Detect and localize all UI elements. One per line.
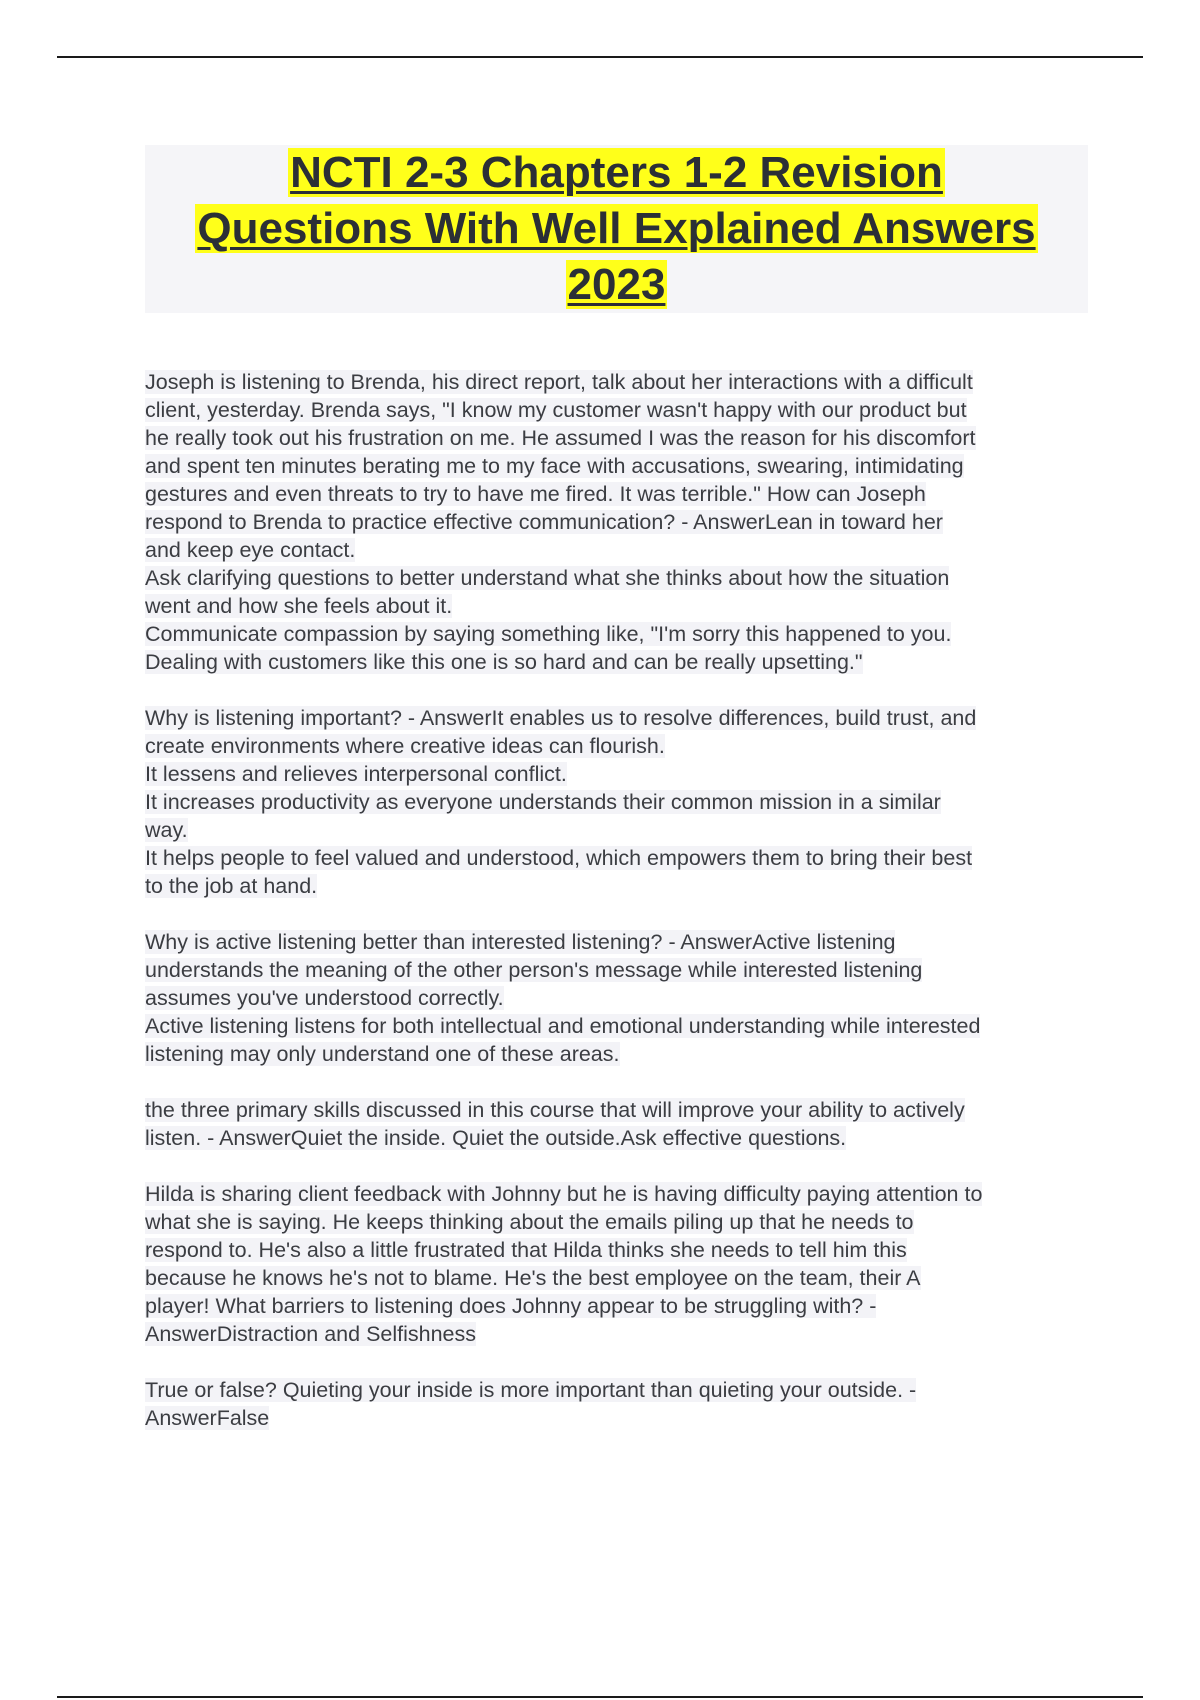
qa-text-line: because he knows he's not to blame. He's the best employee on the team, their A (145, 1266, 921, 1290)
qa-text-line: AnswerFalse (145, 1406, 270, 1430)
qa-text-line: way. (145, 818, 188, 842)
top-rule (57, 56, 1143, 58)
qa-text-line: gestures and even threats to try to have me fired. It was terrible." How can Joseph (145, 482, 926, 506)
qa-block (145, 368, 1095, 676)
qa-text-line: player! What barriers to listening does Johnny appear to be struggling with? - (145, 1294, 877, 1318)
qa-text-line: Active listening listens for both intellectual and emotional understanding while interested (145, 1014, 981, 1038)
qa-text-line: to the job at hand. (145, 874, 318, 898)
qa-text-line: Ask clarifying questions to better understand what she thinks about how the situation (145, 566, 950, 590)
qa-text-line: It helps people to feel valued and understood, which empowers them to bring their best (145, 846, 973, 870)
qa-block (145, 704, 1095, 900)
qa-text-line: AnswerDistraction and Selfishness (145, 1322, 477, 1346)
qa-text-line: went and how she feels about it. (145, 594, 453, 618)
qa-text-line: Why is active listening better than interested listening? - AnswerActive listening (145, 930, 896, 954)
qa-text-line: respond to Brenda to practice effective communication? - AnswerLean in toward her (145, 510, 943, 534)
document-title (145, 145, 1088, 313)
qa-block (145, 928, 1095, 1068)
qa-text-line: and keep eye contact. (145, 538, 356, 562)
qa-block (145, 1096, 1095, 1152)
qa-text-line: It increases productivity as everyone understands their common mission in a similar (145, 790, 941, 814)
qa-text-line: client, yesterday. Brenda says, "I know my customer wasn't happy with our product but (145, 398, 967, 422)
qa-text-line: respond to. He's also a little frustrated that Hilda thinks she needs to tell him this (145, 1238, 907, 1262)
title-line: 2023 (567, 260, 666, 309)
qa-text-line: Hilda is sharing client feedback with Johnny but he is having difficulty paying attention to (145, 1182, 983, 1206)
qa-text-line: he really took out his frustration on me. He assumed I was the reason for his discomfort (145, 426, 976, 450)
qa-text-line: what she is saying. He keeps thinking about the emails piling up that he needs to (145, 1210, 914, 1234)
qa-text-line: Communicate compassion by saying something like, "I'm sorry this happened to you. (145, 622, 952, 646)
qa-text-line: create environments where creative ideas can flourish. (145, 734, 665, 758)
qa-block (145, 1180, 1095, 1348)
qa-text-line: It lessens and relieves interpersonal conflict. (145, 762, 567, 786)
qa-text-line: Joseph is listening to Brenda, his direct report, talk about her interactions with a difficult (145, 370, 973, 394)
qa-text-line: understands the meaning of the other person's message while interested listening (145, 958, 923, 982)
qa-block (145, 1376, 1095, 1432)
qa-text-line: listening may only understand one of these areas. (145, 1042, 620, 1066)
qa-text-line: Dealing with customers like this one is so hard and can be really upsetting." (145, 650, 863, 674)
bottom-rule (57, 1696, 1143, 1698)
question-answer-list (145, 368, 1095, 1460)
qa-text-line: assumes you've understood correctly. (145, 986, 504, 1010)
qa-text-line: Why is listening important? - AnswerIt enables us to resolve differences, build trust, and (145, 706, 977, 730)
qa-text-line: and spent ten minutes berating me to my face with accusations, swearing, intimidating (145, 454, 964, 478)
title-line: NCTI 2-3 Chapters 1-2 Revision (290, 148, 943, 197)
title-line: Questions With Well Explained Answers (197, 204, 1036, 253)
qa-text-line: the three primary skills discussed in this course that will improve your ability to actively (145, 1098, 965, 1122)
qa-text-line: listen. - AnswerQuiet the inside. Quiet the outside.Ask effective questions. (145, 1126, 847, 1150)
qa-text-line: True or false? Quieting your inside is more important than quieting your outside. - (145, 1378, 917, 1402)
